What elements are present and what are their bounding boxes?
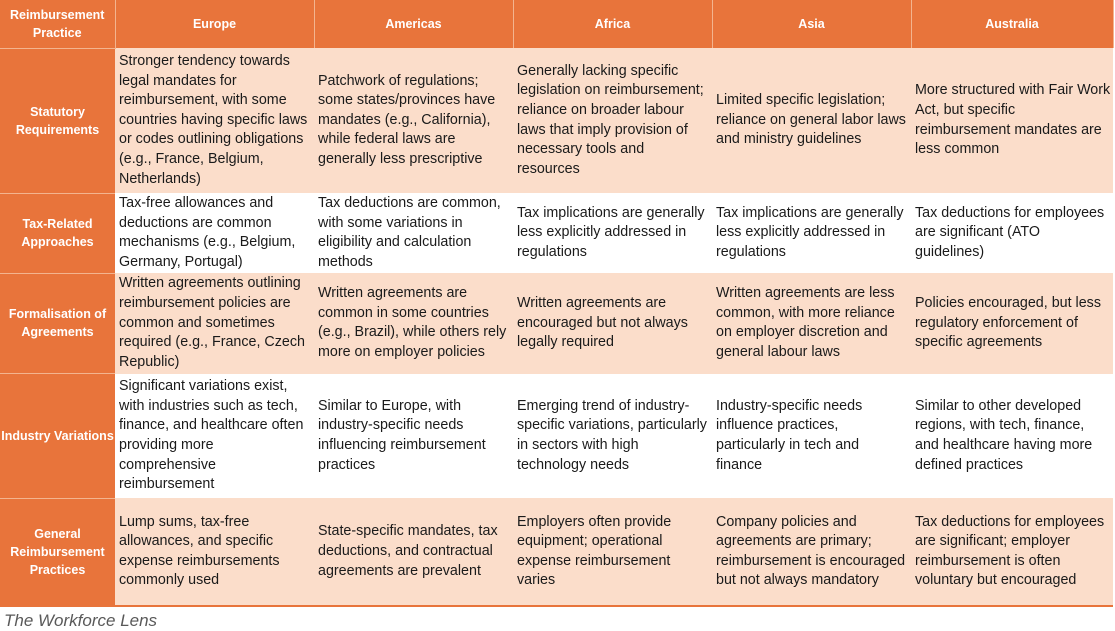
table-cell: Tax deductions for employees are significant (ATO guidelines) xyxy=(911,193,1113,273)
table-row-formalisation-of-agreements xyxy=(0,273,1113,373)
table-cell: Employers often provide equipment; operational expense reimbursement varies xyxy=(513,498,712,606)
table-header-row xyxy=(0,0,1113,48)
table-cell: Limited specific legislation; reliance on general labor laws and ministry guidelines xyxy=(712,48,911,193)
table-cell: Generally lacking specific legislation on reimbursement; reliance on broader labour laws that imply provision of necessary tools and resources xyxy=(513,48,712,193)
row-header: Industry Variations xyxy=(0,374,115,499)
corner-header: Reimbursement Practice xyxy=(0,0,115,48)
source-caption: The Workforce Lens xyxy=(4,611,158,630)
table-cell: Tax implications are generally less explicitly addressed in regulations xyxy=(513,193,712,273)
row-header: Tax-Related Approaches xyxy=(0,193,115,273)
table-row-general-reimbursement-practices xyxy=(0,498,1113,606)
column-header-australia: Australia xyxy=(911,0,1113,48)
table-cell: Lump sums, tax-free allowances, and specific expense reimbursements commonly used xyxy=(115,498,314,606)
table-cell: Tax deductions are common, with some variations in eligibility and calculation methods xyxy=(314,193,513,273)
table-cell: Emerging trend of industry-specific variations, particularly in sectors with high technology needs xyxy=(513,374,712,499)
row-header: Statutory Requirements xyxy=(0,48,115,193)
column-header-asia: Asia xyxy=(712,0,911,48)
table-cell: Policies encouraged, but less regulatory enforcement of specific agreements xyxy=(911,273,1113,373)
row-header: General Reimbursement Practices xyxy=(0,498,115,606)
column-header-americas: Americas xyxy=(314,0,513,48)
table-row-tax-related-approaches xyxy=(0,193,1113,273)
table-cell: Industry-specific needs influence practices, particularly in tech and finance xyxy=(712,374,911,499)
table-cell: Tax implications are generally less explicitly addressed in regulations xyxy=(712,193,911,273)
table-row-industry-variations xyxy=(0,374,1113,499)
table-cell: Tax deductions for employees are significant; employer reimbursement is often voluntary but encouraged xyxy=(911,498,1113,606)
table-cell: Tax-free allowances and deductions are common mechanisms (e.g., Belgium, Germany, Portugal) xyxy=(115,193,314,273)
table-cell: Significant variations exist, with industries such as tech, finance, and healthcare often providing more comprehensive reimbursement xyxy=(115,374,314,499)
table-cell: Similar to Europe, with industry-specific needs influencing reimbursement practices xyxy=(314,374,513,499)
table-cell: Similar to other developed regions, with tech, finance, and healthcare having more defined practices xyxy=(911,374,1113,499)
table-cell: More structured with Fair Work Act, but specific reimbursement mandates are less common xyxy=(911,48,1113,193)
row-header: Formalisation of Agreements xyxy=(0,273,115,373)
table-cell: Written agreements outlining reimbursement policies are common and sometimes required (e.g., France, Czech Republic) xyxy=(115,273,314,373)
table-cell: Company policies and agreements are primary; reimbursement is encouraged but not always mandatory xyxy=(712,498,911,606)
table-cell: Written agreements are encouraged but not always legally required xyxy=(513,273,712,373)
column-header-europe: Europe xyxy=(115,0,314,48)
table-cell: Written agreements are common in some countries (e.g., Brazil), while others rely more on employer policies xyxy=(314,273,513,373)
table-cell: State-specific mandates, tax deductions, and contractual agreements are prevalent xyxy=(314,498,513,606)
column-header-africa: Africa xyxy=(513,0,712,48)
table-cell: Patchwork of regulations; some states/provinces have mandates (e.g., California), while federal laws are generally less prescriptive xyxy=(314,48,513,193)
table-cell: Stronger tendency towards legal mandates for reimbursement, with some countries having specific laws or codes outlining obligations (e.g., France, Belgium, Netherlands) xyxy=(115,48,314,193)
table-row-statutory-requirements xyxy=(0,48,1113,193)
table-cell: Written agreements are less common, with more reliance on employer discretion and general labour laws xyxy=(712,273,911,373)
